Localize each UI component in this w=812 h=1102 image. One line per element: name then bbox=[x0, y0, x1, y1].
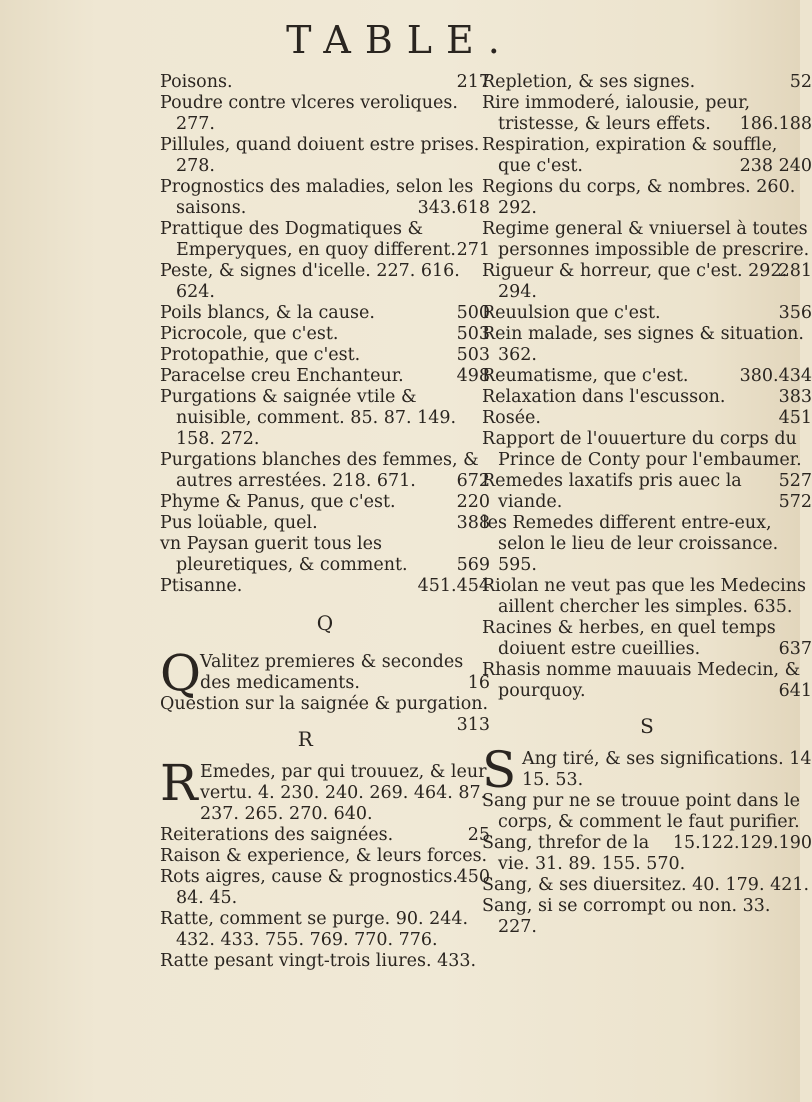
index-entry bbox=[160, 450, 490, 492]
entry-text: Question sur la saignée & purgation. bbox=[160, 694, 489, 714]
dropcap-q: Q bbox=[160, 644, 201, 702]
entries-r-left bbox=[160, 825, 490, 972]
entry-page: 672 bbox=[456, 471, 490, 491]
entry-page: 503 bbox=[456, 345, 490, 365]
entry-text: Ptisanne. bbox=[160, 576, 243, 596]
entry-text: les Remedes different entre-eux, selon le lieu de leur croissance. 595. bbox=[482, 513, 779, 575]
index-entry bbox=[482, 177, 812, 219]
entry-text: Phyme & Panus, que c'est. bbox=[160, 492, 396, 512]
entry-text: Picrocole, que c'est. bbox=[160, 324, 339, 344]
entry-text: Protopathie, que c'est. bbox=[160, 345, 361, 365]
entry-page: 569 bbox=[456, 555, 490, 575]
entry-text: Rosée. bbox=[482, 408, 541, 428]
index-entry bbox=[160, 72, 490, 93]
entry-page: 527 bbox=[778, 471, 812, 491]
index-entry bbox=[482, 366, 812, 387]
index-entry bbox=[160, 177, 490, 219]
entry-page: 450 bbox=[456, 867, 490, 887]
catchword-q: Q bbox=[316, 611, 334, 635]
dropcap-r: R bbox=[160, 754, 198, 812]
entry-page: 271 bbox=[456, 240, 490, 260]
entry-page: 451.454 bbox=[417, 576, 490, 596]
entry-text: Rire immoderé, ialousie, peur, tristesse, & leurs effets. bbox=[482, 93, 751, 134]
entry-page: 220 bbox=[456, 492, 490, 512]
index-entry bbox=[482, 324, 812, 366]
index-entry bbox=[482, 513, 812, 576]
index-entry bbox=[482, 135, 812, 177]
entry-text: Remedes laxatifs pris auec la viande. bbox=[482, 471, 742, 512]
left-column bbox=[160, 72, 490, 972]
index-entry bbox=[160, 825, 490, 846]
entry-text: Rots aigres, cause & prognostics. 84. 45. bbox=[160, 867, 458, 908]
entry-page: 356 bbox=[778, 303, 812, 323]
entry-text: Rigueur & horreur, que c'est. 292. 294. bbox=[482, 261, 788, 302]
index-entry bbox=[160, 303, 490, 324]
entry-text: Purgations blanches des femmes, & autres arrestées. 218. 671. bbox=[160, 450, 479, 491]
entry-page: 641 bbox=[778, 681, 812, 701]
entry-text: Pus loüable, quel. bbox=[160, 513, 318, 533]
index-entry bbox=[482, 387, 812, 408]
entry-page: 313 bbox=[456, 715, 490, 735]
index-entry bbox=[482, 72, 812, 93]
entry-text: Prognostics des maladies, selon les saisons. bbox=[160, 177, 474, 218]
entry-text: Ratte pesant vingt-trois liures. 433. bbox=[160, 951, 477, 971]
index-entry bbox=[482, 429, 812, 491]
entry-text: Emedes, par qui trouuez, & leur vertu. 4. 230. 240. 269. 464. 87. 237. 265. 270. 640. bbox=[200, 762, 487, 824]
entry-page: 15.122.129.190 bbox=[672, 833, 812, 853]
page-header: TABLE. bbox=[286, 18, 514, 62]
entry-page: 383 bbox=[778, 387, 812, 407]
entry-page: 380.434 bbox=[739, 366, 812, 386]
index-entry bbox=[482, 261, 812, 303]
entry-text: Valitez premieres & secondes des medicaments. bbox=[200, 652, 464, 693]
entry-text: Poisons. bbox=[160, 72, 233, 92]
entry-page: 637 bbox=[778, 639, 812, 659]
index-entry bbox=[160, 534, 490, 576]
index-entry bbox=[160, 261, 490, 303]
entry-text: Regime general & vniuersel à toutes personnes impossible de prescrire. bbox=[482, 219, 810, 260]
entry-text: Sang pur ne se trouue point dans le corps, & comment le faut purifier. bbox=[482, 791, 800, 832]
entry-page: 503 bbox=[456, 324, 490, 344]
index-entry bbox=[482, 833, 812, 875]
right-column bbox=[482, 72, 812, 938]
index-entry bbox=[482, 93, 812, 135]
entry-text: Relaxation dans l'escusson. bbox=[482, 387, 726, 407]
entry-text: Pillules, quand doiuent estre prises. 278. bbox=[160, 135, 480, 176]
index-entry bbox=[160, 345, 490, 366]
entry-page: 52 bbox=[789, 72, 812, 92]
entry-text: Sang, threfor de la vie. 31. 89. 155. 570. bbox=[482, 833, 686, 874]
entry-page: 16 bbox=[467, 673, 490, 693]
entry-text: Prattique des Dogmatiques & Emperyques, en quoy different. bbox=[160, 219, 456, 260]
index-entry bbox=[160, 867, 490, 909]
index-entry bbox=[160, 135, 490, 177]
entry-page: 217 bbox=[456, 72, 490, 92]
index-entry bbox=[482, 791, 812, 853]
entry-s-1 bbox=[482, 741, 812, 799]
dropcap-s: S bbox=[482, 741, 517, 799]
section-letter-s: S bbox=[640, 714, 654, 738]
index-entry bbox=[160, 366, 490, 387]
index-entry bbox=[482, 219, 812, 281]
index-entry bbox=[482, 896, 812, 938]
entry-page: 25 bbox=[467, 825, 490, 845]
entry-text: Paracelse creu Enchanteur. bbox=[160, 366, 404, 386]
index-entry bbox=[482, 660, 812, 702]
entries-p bbox=[160, 72, 490, 597]
entry-text: Raison & experience, & leurs forces. bbox=[160, 846, 488, 866]
entry-page: 388 bbox=[456, 513, 490, 533]
entry-text: Reumatisme, que c'est. bbox=[482, 366, 689, 386]
entry-text: Ratte, comment se purge. 90. 244. 432. 433. 755. 769. 770. 776. bbox=[160, 909, 469, 950]
entry-r-1 bbox=[160, 754, 490, 825]
index-entry bbox=[160, 219, 490, 261]
entry-page: 498 bbox=[456, 366, 490, 386]
index-entry bbox=[160, 951, 490, 972]
index-entry bbox=[482, 618, 812, 660]
index-entry bbox=[482, 471, 812, 513]
entry-text: Peste, & signes d'icelle. 227. 616. 624. bbox=[160, 261, 460, 302]
entry-text: Poils blancs, & la cause. bbox=[160, 303, 375, 323]
entry-text: Sang, & ses diuersitez. 40. 179. 421. bbox=[482, 875, 810, 895]
section-letter-r: R bbox=[297, 727, 313, 751]
index-entry bbox=[482, 303, 812, 324]
index-entry bbox=[160, 324, 490, 345]
entry-page: 238 240 bbox=[739, 156, 812, 176]
index-entry bbox=[160, 492, 490, 513]
entry-page: 500 bbox=[456, 303, 490, 323]
index-entry bbox=[160, 387, 490, 450]
entry-text: Rapport de l'ouuerture du corps du Prince de Conty pour l'embaumer. bbox=[482, 429, 802, 470]
index-entry bbox=[160, 513, 490, 534]
index-entry bbox=[160, 909, 490, 951]
entry-text: Rein malade, ses signes & situation. 362. bbox=[482, 324, 804, 365]
index-entry bbox=[160, 93, 490, 135]
entry-page: 186.188 bbox=[739, 114, 812, 134]
entry-text: vn Paysan guerit tous les pleuretiques, & comment. bbox=[160, 534, 408, 575]
entry-text: Ang tiré, & ses significations. 14 15. 53. bbox=[522, 749, 812, 790]
index-entry bbox=[482, 408, 812, 429]
index-entry bbox=[482, 875, 812, 896]
entry-text: Sang, si se corrompt ou non. 33. 227. bbox=[482, 896, 771, 937]
entry-q-1 bbox=[160, 644, 490, 702]
entry-text: Racines & herbes, en quel temps doiuent estre cueillies. bbox=[482, 618, 776, 659]
entry-page: 281 bbox=[778, 261, 812, 281]
entry-text: Rhasis nomme mauuais Medecin, & pourquoy. bbox=[482, 660, 801, 701]
entries-r-right bbox=[482, 72, 812, 702]
entry-text: Poudre contre vlceres veroliques. 277. bbox=[160, 93, 458, 134]
entry-text: Purgations & saignée vtile & nuisible, comment. 85. 87. 149. 158. 272. bbox=[160, 387, 457, 449]
entry-text: Riolan ne veut pas que les Medecins aillent chercher les simples. 635. bbox=[482, 576, 807, 617]
entry-page: 343.618 bbox=[417, 198, 490, 218]
entry-text: Reuulsion que c'est. bbox=[482, 303, 661, 323]
index-entry bbox=[482, 576, 812, 618]
entry-text: Repletion, & ses signes. bbox=[482, 72, 696, 92]
index-entry bbox=[160, 576, 490, 597]
entry-text: Respiration, expiration & souffle, que c'est. bbox=[482, 135, 778, 176]
entry-page: 572 bbox=[778, 492, 812, 512]
entry-page: 451 bbox=[778, 408, 812, 428]
entry-text: Reiterations des saignées. bbox=[160, 825, 394, 845]
index-entry bbox=[160, 846, 490, 887]
entry-q-2 bbox=[160, 694, 490, 735]
entry-text: Regions du corps, & nombres. 260. 292. bbox=[482, 177, 796, 218]
entries-s-right bbox=[482, 791, 812, 938]
